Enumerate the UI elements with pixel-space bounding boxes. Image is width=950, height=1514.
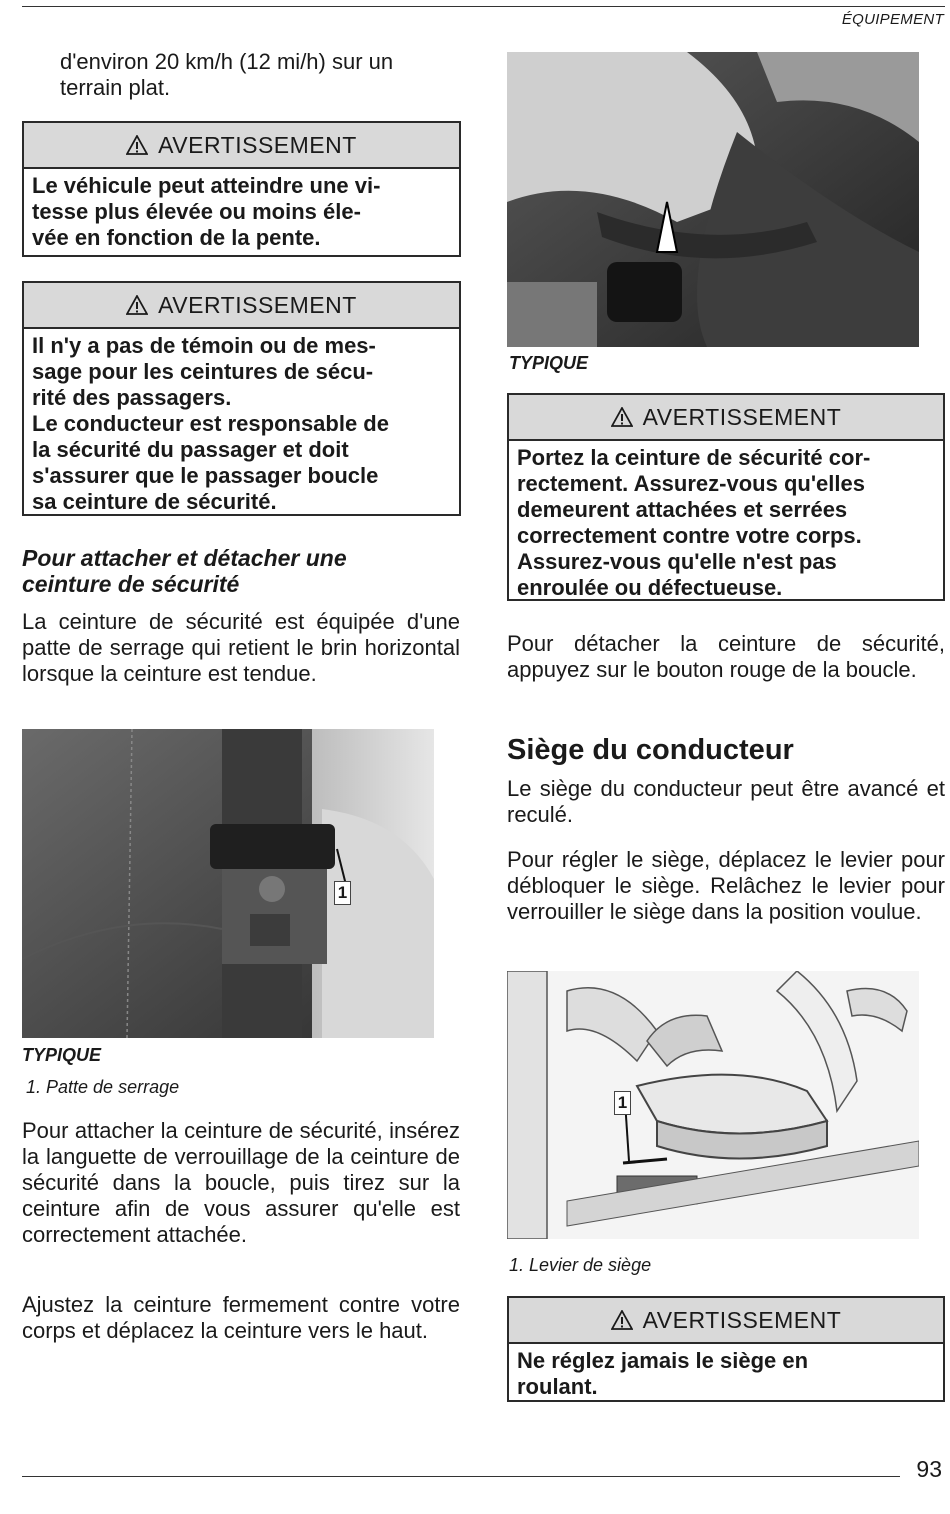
seatbelt-tab-photo	[22, 729, 434, 1038]
header-rule	[22, 6, 945, 7]
seat-lever-illustration	[507, 971, 919, 1239]
warning-triangle-icon	[126, 135, 148, 155]
warning-line: demeurent attachées et serrées	[517, 497, 848, 522]
paragraph-attach: Pour attacher la ceinture de sécurité, insérez la languette de verrouillage de la ceinture de sécurité dans la boucle, puis tirez sur la ceinture afin de vous assurer qu'elle est correctement attachée.	[22, 1118, 460, 1247]
subheading-seatbelt: Pour attacher et détacher une ceinture de sécurité	[22, 545, 347, 597]
section-heading-driver-seat: Siège du conducteur	[507, 734, 794, 766]
warning-box-speed	[22, 121, 461, 257]
warning-header	[24, 123, 459, 169]
warning-title: AVERTISSEMENT	[642, 1306, 842, 1333]
warning-line: rectement. Assurez-vous qu'elles	[517, 471, 865, 496]
warning-line: Il n'y a pas de témoin ou de mes-	[32, 333, 376, 358]
warning-title: AVERTISSEMENT	[642, 403, 842, 430]
warning-title: AVERTISSEMENT	[158, 131, 357, 158]
warning-line: roulant.	[517, 1374, 598, 1399]
warning-line: sage pour les ceintures de sécu-	[32, 359, 374, 384]
warning-line: Ne réglez jamais le siège en	[517, 1348, 809, 1373]
warning-line: Le véhicule peut atteindre une vi-	[32, 173, 381, 198]
warning-text	[24, 329, 459, 521]
warning-triangle-icon	[611, 1310, 633, 1330]
seatbelt-pull-photo	[507, 52, 919, 347]
warning-text	[509, 1344, 943, 1406]
footer-rule	[22, 1476, 900, 1477]
warning-triangle-icon	[611, 407, 633, 427]
paragraph-seat-adjust: Pour régler le siège, déplacez le levier pour débloquer le siège. Relâchez le levier pour verrouiller le siège dans la position voulue.	[507, 847, 945, 924]
figure-caption: TYPIQUE	[509, 353, 589, 373]
warning-line: tesse plus élevée ou moins éle-	[32, 199, 361, 224]
paragraph-tab: La ceinture de sécurité est équipée d'une patte de serrage qui retient le brin horizontal lorsque la ceinture est tendue.	[22, 609, 460, 686]
warning-header	[24, 283, 459, 329]
paragraph-detach: Pour détacher la ceinture de sécurité, appuyez sur le bouton rouge de la boucle.	[507, 631, 945, 682]
warning-triangle-icon	[126, 295, 148, 315]
warning-line: correctement contre votre corps.	[517, 523, 862, 548]
figure-legend: 1. Patte de serrage	[26, 1077, 180, 1097]
warning-header	[509, 395, 943, 441]
warning-box-passenger	[22, 281, 461, 516]
warning-line: la sécurité du passager et doit	[32, 437, 349, 462]
intro-continuation: d'environ 20 km/h (12 mi/h) sur un terrain plat.	[60, 49, 394, 100]
paragraph-adjust: Ajustez la ceinture fermement contre votre corps et déplacez la ceinture vers le haut.	[22, 1292, 460, 1343]
figure-callout-1: 1	[614, 1091, 631, 1115]
warning-line: enroulée ou défectueuse.	[517, 575, 783, 600]
warning-line: sa ceinture de sécurité.	[32, 489, 277, 514]
warning-line: vée en fonction de la pente.	[32, 225, 321, 250]
warning-line: rité des passagers.	[32, 385, 232, 410]
warning-text	[24, 169, 459, 257]
paragraph-seat-intro: Le siège du conducteur peut être avancé et reculé.	[507, 776, 945, 827]
figure-legend: 1. Levier de siège	[509, 1255, 652, 1275]
warning-line: Le conducteur est responsable de	[32, 411, 389, 436]
section-label: ÉQUIPEMENT	[841, 11, 944, 28]
warning-title: AVERTISSEMENT	[158, 291, 357, 318]
warning-box-seat	[507, 1296, 945, 1402]
warning-header	[509, 1298, 943, 1344]
warning-line: s'assurer que le passager boucle	[32, 463, 379, 488]
warning-line: Portez la ceinture de sécurité cor-	[517, 445, 871, 470]
warning-line: Assurez-vous qu'elle n'est pas	[517, 549, 837, 574]
warning-box-wear-belt	[507, 393, 945, 601]
figure-caption: TYPIQUE	[22, 1045, 102, 1065]
warning-text	[509, 441, 943, 607]
figure-callout-1: 1	[334, 881, 351, 905]
page-number: 93	[916, 1456, 942, 1482]
